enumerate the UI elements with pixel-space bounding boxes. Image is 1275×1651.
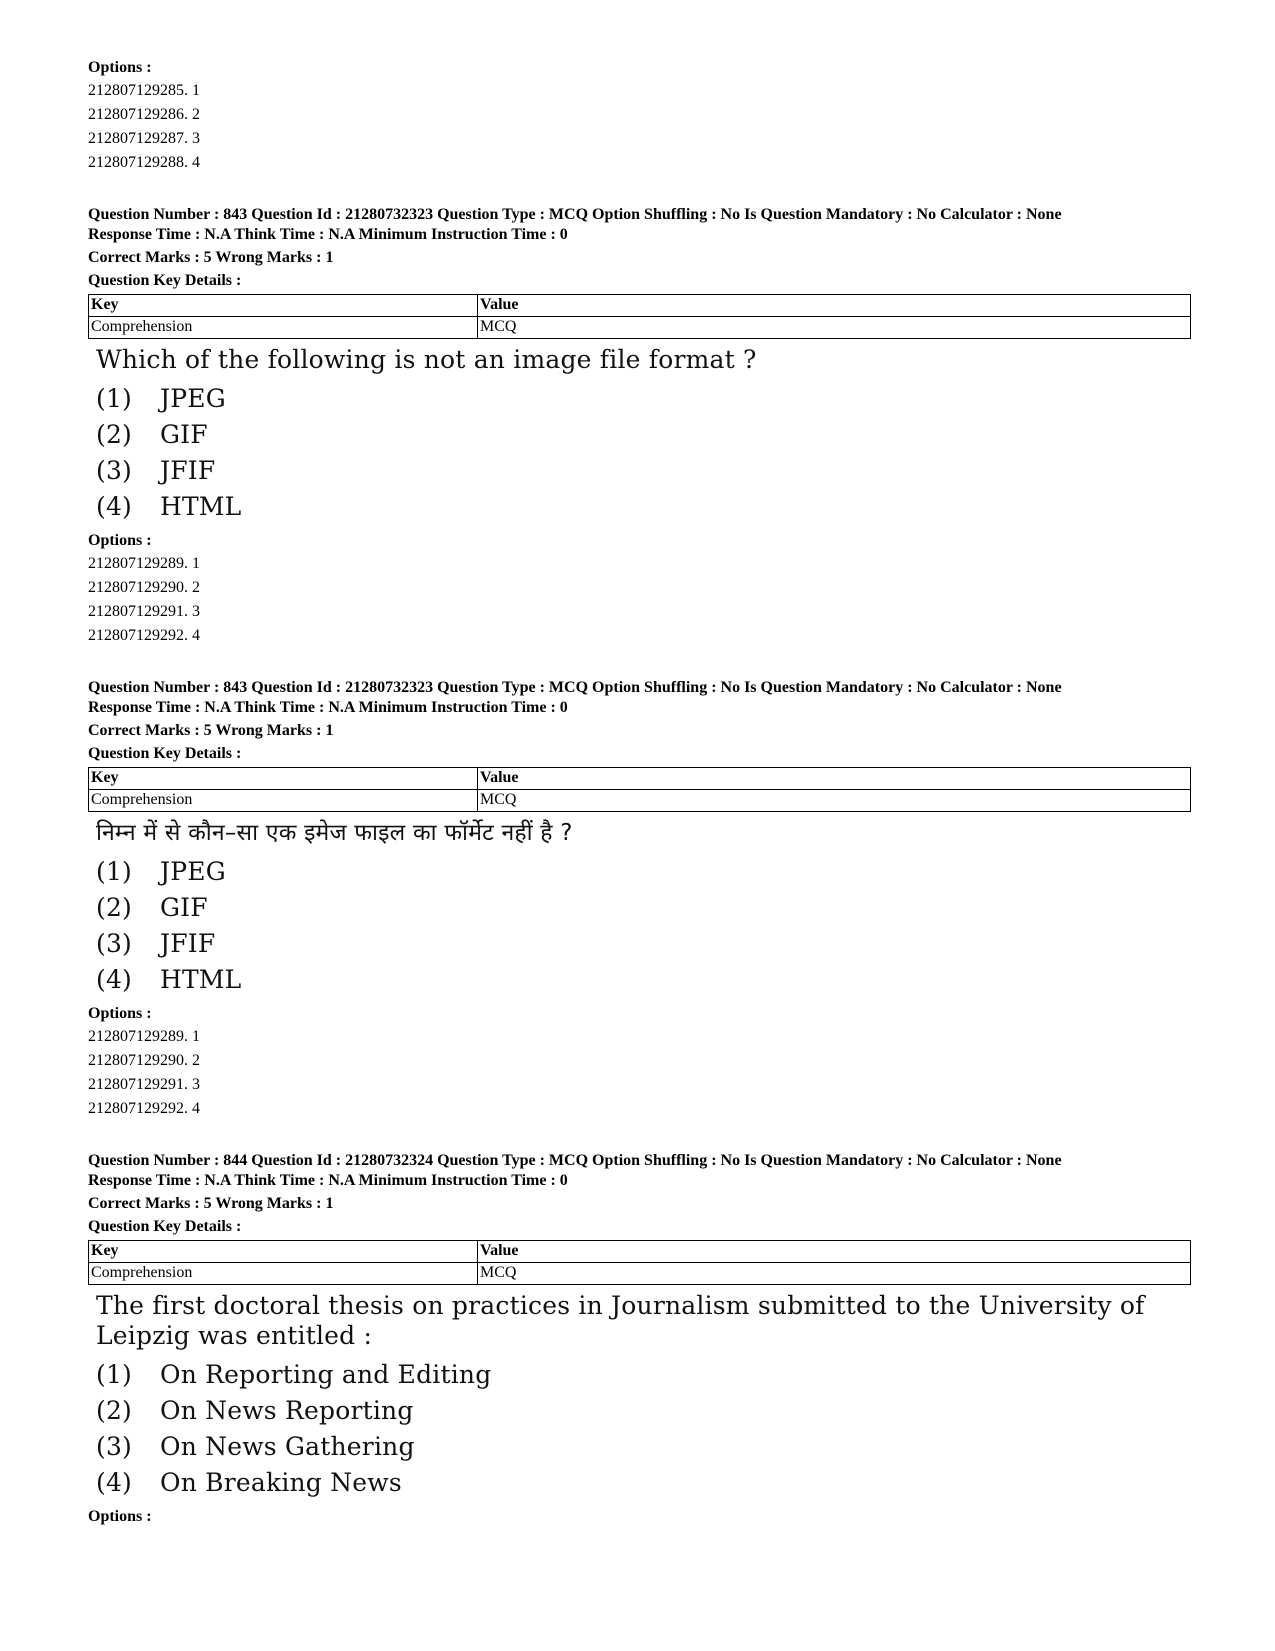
- answer-choice: [96, 854, 1188, 890]
- option-id: 212807129292. 4: [88, 1100, 200, 1117]
- key-details-label: Question Key Details :: [88, 272, 242, 289]
- key-details-table: [88, 1240, 1191, 1285]
- question-marks: Correct Marks : 5 Wrong Marks : 1: [88, 722, 334, 739]
- choice-text: HTML: [160, 492, 242, 521]
- option-id: 212807129286. 2: [88, 106, 200, 123]
- choice-number: (1): [96, 384, 133, 413]
- answer-choice: [96, 1393, 1188, 1429]
- options-label: Options :: [88, 532, 152, 549]
- option-id: 212807129285. 1: [88, 82, 200, 99]
- key-cell: Comprehension: [89, 790, 478, 812]
- option-id: 212807129289. 1: [88, 1028, 200, 1045]
- choice-number: (3): [96, 929, 133, 958]
- answer-choices: [96, 854, 1188, 998]
- options-block: [88, 1505, 1188, 1528]
- question-block: [88, 205, 1188, 648]
- value-cell: MCQ: [478, 790, 1191, 812]
- question-content: [96, 818, 1188, 998]
- choice-text: On Reporting and Editing: [160, 1360, 492, 1389]
- choice-text: HTML: [160, 965, 242, 994]
- question-text: Which of the following is not an image file format ?: [96, 345, 757, 374]
- options-label: Options :: [88, 1508, 152, 1525]
- key-details-label: Question Key Details :: [88, 745, 242, 762]
- option-id: 212807129291. 3: [88, 1076, 200, 1093]
- choice-number: (3): [96, 456, 133, 485]
- top-options-block: [88, 56, 1188, 175]
- option-id: 212807129290. 2: [88, 579, 200, 596]
- choice-text: JFIF: [160, 456, 216, 485]
- value-cell: MCQ: [478, 1263, 1191, 1285]
- answer-choice: [96, 417, 1188, 453]
- choice-number: (1): [96, 857, 133, 886]
- answer-choice: [96, 926, 1188, 962]
- answer-choice: [96, 381, 1188, 417]
- choice-number: (3): [96, 1432, 133, 1461]
- options-block: [88, 529, 1188, 648]
- option-id: 212807129292. 4: [88, 627, 200, 644]
- choice-text: On News Reporting: [160, 1396, 414, 1425]
- question-text: निम्न में से कौन–सा एक इमेज फाइल का फॉर्मेट नहीं है ?: [96, 820, 573, 846]
- option-id: 212807129289. 1: [88, 555, 200, 572]
- question-block: [88, 678, 1188, 1121]
- answer-choices: [96, 381, 1188, 525]
- choice-text: JFIF: [160, 929, 216, 958]
- options-label: Options :: [88, 59, 152, 76]
- answer-choice: [96, 962, 1188, 998]
- choice-text: On News Gathering: [160, 1432, 415, 1461]
- answer-choice: [96, 1465, 1188, 1501]
- question-timing: Response Time : N.A Think Time : N.A Minimum Instruction Time : 0: [88, 699, 568, 716]
- key-details-table: [88, 767, 1191, 812]
- choice-number: (4): [96, 1468, 133, 1497]
- question-content: [96, 345, 1188, 525]
- options-label: Options :: [88, 1005, 152, 1022]
- question-timing: Response Time : N.A Think Time : N.A Minimum Instruction Time : 0: [88, 226, 568, 243]
- question-meta: Question Number : 843 Question Id : 21280732323 Question Type : MCQ Option Shuffling : No Is Question Mandatory : No Calculator : None: [88, 206, 1062, 223]
- choice-number: (2): [96, 893, 133, 922]
- choice-number: (4): [96, 965, 133, 994]
- choice-number: (2): [96, 420, 133, 449]
- key-header: Key: [89, 1241, 478, 1263]
- options-block: [88, 1002, 1188, 1121]
- key-cell: Comprehension: [89, 317, 478, 339]
- choice-number: (4): [96, 492, 133, 521]
- key-header: Key: [89, 295, 478, 317]
- question-meta: Question Number : 843 Question Id : 21280732323 Question Type : MCQ Option Shuffling : No Is Question Mandatory : No Calculator : None: [88, 679, 1062, 696]
- option-id: 212807129288. 4: [88, 154, 200, 171]
- question-content: [96, 1291, 1188, 1501]
- answer-choice: [96, 1429, 1188, 1465]
- option-id: 212807129291. 3: [88, 603, 200, 620]
- choice-number: (2): [96, 1396, 133, 1425]
- value-header: Value: [478, 768, 1191, 790]
- question-timing: Response Time : N.A Think Time : N.A Minimum Instruction Time : 0: [88, 1172, 568, 1189]
- key-header: Key: [89, 768, 478, 790]
- answer-choices: [96, 1357, 1188, 1501]
- answer-choice: [96, 489, 1188, 525]
- key-cell: Comprehension: [89, 1263, 478, 1285]
- option-id: 212807129287. 3: [88, 130, 200, 147]
- question-meta: Question Number : 844 Question Id : 21280732324 Question Type : MCQ Option Shuffling : No Is Question Mandatory : No Calculator : None: [88, 1152, 1062, 1169]
- value-cell: MCQ: [478, 317, 1191, 339]
- answer-choice: [96, 890, 1188, 926]
- question-block: [88, 1151, 1188, 1528]
- key-details-label: Question Key Details :: [88, 1218, 242, 1235]
- key-details-table: [88, 294, 1191, 339]
- value-header: Value: [478, 295, 1191, 317]
- answer-choice: [96, 453, 1188, 489]
- question-marks: Correct Marks : 5 Wrong Marks : 1: [88, 1195, 334, 1212]
- choice-text: JPEG: [160, 384, 226, 413]
- option-id: 212807129290. 2: [88, 1052, 200, 1069]
- choice-text: GIF: [160, 893, 208, 922]
- choice-text: JPEG: [160, 857, 226, 886]
- choice-number: (1): [96, 1360, 133, 1389]
- answer-choice: [96, 1357, 1188, 1393]
- choice-text: On Breaking News: [160, 1468, 402, 1497]
- question-text: The first doctoral thesis on practices in Journalism submitted to the University of Leipzig was entitled :: [96, 1291, 1145, 1350]
- choice-text: GIF: [160, 420, 208, 449]
- document-page: [88, 56, 1188, 1558]
- value-header: Value: [478, 1241, 1191, 1263]
- question-marks: Correct Marks : 5 Wrong Marks : 1: [88, 249, 334, 266]
